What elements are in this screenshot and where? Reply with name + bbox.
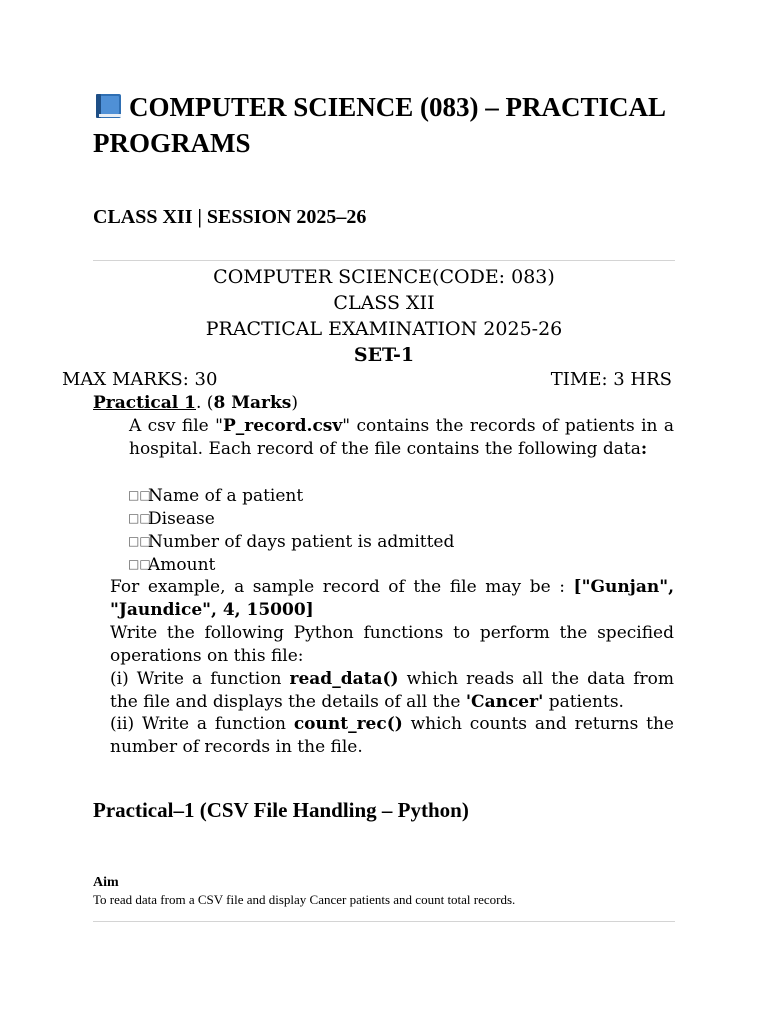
instruction-paragraph: Write the following Python functions to perform the specified operations on this file: (110, 623, 674, 666)
q1-keyword: 'Cancer' (465, 692, 544, 712)
file-name: P_record.csv (222, 416, 343, 436)
title-text: COMPUTER SCIENCE (083) – PRACTICAL PROGRAMS (93, 92, 665, 158)
max-marks: MAX MARKS: 30 (62, 369, 218, 390)
question-1 (110, 668, 674, 714)
q1-post: patients. (543, 692, 624, 712)
page-title (93, 91, 693, 159)
question-2 (110, 713, 674, 759)
missing-glyph-icon: □□ (128, 534, 151, 548)
q2-post: which counts and returns the number of records in the file. (110, 714, 674, 757)
class-session-subtitle: CLASS XII | SESSION 2025–26 (93, 206, 367, 228)
section-heading: Practical–1 (CSV File Handling – Python) (93, 798, 469, 822)
q1-function: read_data() (289, 669, 399, 689)
example-record: ["Gunjan", "Jaundice", 4, 15000] (110, 577, 674, 620)
blue-book-icon (93, 92, 123, 127)
aim-text: To read data from a CSV file and display Cancer patients and count total records. (93, 892, 516, 907)
q2-function: count_rec() (293, 714, 403, 734)
practical-intro (129, 415, 674, 461)
list-item (128, 507, 215, 531)
exam-title-line: PRACTICAL EXAMINATION 2025-26 (205, 318, 563, 340)
q1-mid: which reads all the data from the file and displays the details of all the (110, 669, 675, 712)
practical-marks: 8 Marks (213, 393, 292, 413)
practical-heading (93, 392, 673, 415)
field-days: Number of days patient is admitted (148, 532, 455, 552)
exam-subject-line: COMPUTER SCIENCE(CODE: 083) (213, 266, 555, 288)
list-item (128, 553, 215, 577)
field-amount: Amount (148, 555, 216, 575)
example-pre: For example, a sample record of the file may be : (110, 577, 574, 597)
intro-post: " contains the records of patients in a hospital. Each record of the file contains the following data (129, 416, 674, 459)
divider (93, 921, 675, 922)
exam-set-label: SET-1 (353, 344, 415, 366)
field-name: Name of a patient (148, 486, 304, 506)
time-allowed: TIME: 3 HRS (550, 369, 672, 390)
list-item (128, 484, 303, 508)
practical-separator: . ( (196, 393, 214, 413)
intro-pre: A csv file " (129, 416, 223, 436)
q2-pre: (ii) Write a function (110, 714, 294, 734)
list-item (128, 530, 454, 554)
example-paragraph (110, 576, 674, 622)
field-disease: Disease (148, 509, 215, 529)
practical-close: ) (291, 393, 298, 413)
missing-glyph-icon: □□ (128, 557, 151, 571)
exam-class-line: CLASS XII (333, 292, 435, 314)
q1-pre: (i) Write a function (110, 669, 290, 689)
missing-glyph-icon: □□ (128, 511, 151, 525)
intro-colon: : (640, 439, 648, 459)
practical-label: Practical 1 (93, 393, 196, 413)
missing-glyph-icon: □□ (128, 488, 151, 502)
aim-label: Aim (93, 875, 119, 890)
divider (93, 260, 675, 261)
